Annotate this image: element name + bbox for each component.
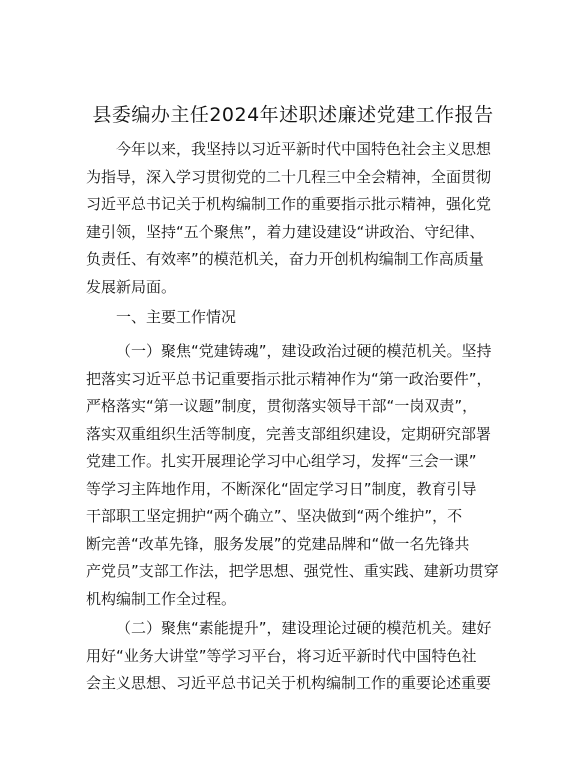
text-line: 负责任、有效率”的模范机关，奋力开创机构编制工作高质量: [86, 250, 484, 268]
text-line: 会主义思想、习近平总书记关于机构编制工作的重要论述重要: [86, 674, 492, 692]
text-line: （一）聚焦“党建铸魂”，建设政治过硬的模范机关。坚持: [116, 342, 492, 360]
text-line: （二）聚焦“素能提升”，建设理论过硬的模范机关。建好: [116, 619, 492, 637]
section-heading: [86, 304, 506, 332]
text-line: 建引领，坚持“五个聚焦”，着力建设建设“讲政治、守纪律、: [86, 222, 485, 241]
text-line: 等学习主阵地作用，不断深化“固定学习日”制度，教育引导: [86, 479, 477, 498]
text-line: 落实双重组织生活等制度，完善支部组织建设，定期研究部署: [86, 424, 492, 443]
text-line: 把落实习近平总书记重要指示批示精神作为“第一政治要件”，: [86, 369, 492, 388]
subsection-2-paragraph: [86, 615, 506, 698]
text-line: 干部职工坚定拥护“两个确立”、坚决做到“两个维护”，不: [86, 507, 463, 525]
text-line: 发展新局面。: [86, 277, 177, 296]
text-line: 产党员”支部工作法，把学思想、强党性、重实践、建新功贯穿: [86, 562, 499, 580]
text-line: 严格落实“第一议题”制度，贯彻落实领导干部“一岗双责”，: [86, 397, 478, 415]
text-line: 党建工作。扎实开展理论学习中心组学习，发挥“三会一课”: [86, 452, 477, 470]
intro-paragraph: [86, 136, 506, 301]
text-line: 为指导，深入学习贯彻党的二十几程三中全会精神，全面贯彻: [86, 167, 492, 186]
text-line: 用好“业务大讲堂”等学习平台，将习近平新时代中国特色社: [86, 646, 477, 665]
subsection-1-paragraph: [86, 338, 506, 613]
text-line: 今年以来，我坚持以习近平新时代中国特色社会主义思想: [116, 140, 492, 158]
section-heading-text: 一、主要工作情况: [116, 308, 237, 326]
text-line: 习近平总书记关于机构编制工作的重要指示批示精神，强化党: [86, 195, 492, 213]
document-title: 县委编办主任2024年述职述廉述党建工作报告: [92, 104, 494, 126]
text-line: 断完善“改革先锋，服务发展”的党建品牌和“做一名先锋共: [86, 534, 470, 553]
text-line: 机构编制工作全过程。: [86, 589, 237, 608]
